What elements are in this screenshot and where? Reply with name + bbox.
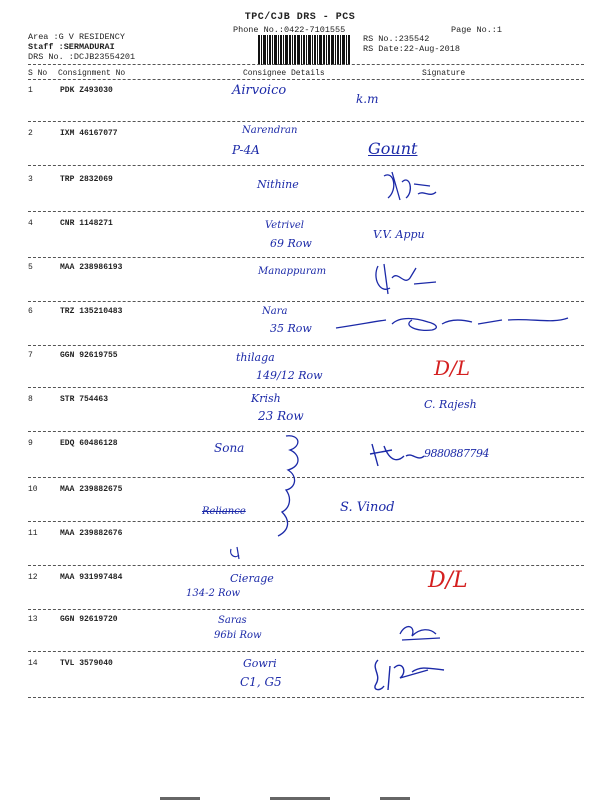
- consignment-no: IXM 46167077: [60, 129, 118, 138]
- signature-scribble: [396, 618, 446, 648]
- signature: C. Rajesh: [424, 398, 477, 411]
- handwritten-consignee: Saras: [218, 615, 247, 626]
- row-divider: [28, 121, 584, 122]
- col-sno: S No: [28, 69, 48, 78]
- handwritten-consignee: P-4A: [232, 143, 260, 157]
- consignment-no: GGN 92619755: [60, 351, 118, 360]
- run-sheet-info: [363, 34, 460, 54]
- handwritten-consignee: 35 Row: [270, 322, 312, 335]
- col-signature: Signature: [422, 69, 466, 78]
- signature: Gount: [368, 139, 418, 158]
- handwritten-consignee: Sona: [214, 441, 245, 455]
- drs-number: DRS No. :DCJB23554201: [28, 52, 136, 62]
- row-sno: 5: [28, 263, 33, 272]
- row-sno: 6: [28, 307, 33, 316]
- signature-scribble: [370, 260, 440, 300]
- signature-scribble: [380, 168, 440, 208]
- area-line: Area :G V RESIDENCY: [28, 32, 125, 42]
- consignment-no: MAA 239882676: [60, 529, 123, 538]
- handwritten-consignee: Nara: [262, 306, 288, 317]
- consignment-no: STR 754463: [60, 395, 109, 404]
- row-divider: [28, 301, 584, 302]
- signature: k.m: [356, 92, 379, 106]
- row-divider: [28, 387, 584, 388]
- handwritten-consignee: 96bi Row: [214, 630, 262, 641]
- row-sno: 10: [28, 485, 38, 494]
- col-consignee: Consignee Details: [243, 69, 325, 78]
- handwritten-consignee: Nithine: [257, 178, 299, 191]
- signature-dl: D/L: [434, 356, 471, 380]
- handwritten-consignee: 23 Row: [258, 409, 304, 423]
- page-number: Page No.:1: [451, 25, 503, 35]
- row-sno: 14: [28, 659, 38, 668]
- row-sno: 11: [28, 529, 38, 538]
- handwritten-consignee: Airvoico: [232, 83, 287, 98]
- handwritten-consignee: Manappuram: [258, 266, 327, 277]
- page-edge-marks: [0, 796, 600, 800]
- consignment-no: TRZ 135210483: [60, 307, 123, 316]
- row-sno: 8: [28, 395, 33, 404]
- bracket-mark: [272, 432, 312, 542]
- row-divider: [28, 257, 584, 258]
- row-sno: 12: [28, 573, 38, 582]
- row-divider: [28, 211, 584, 212]
- handwritten-consignee: 69 Row: [270, 237, 312, 250]
- consignment-no: PDK Z493030: [60, 86, 113, 95]
- barcode: [258, 35, 350, 65]
- rs-number: RS No.:235542: [363, 34, 430, 44]
- document-title: TPC/CJB DRS - PCS: [244, 12, 356, 23]
- row-divider: [28, 565, 584, 566]
- row-sno: 7: [28, 351, 33, 360]
- row-divider: [28, 345, 584, 346]
- consignment-no: MAA 239882675: [60, 485, 123, 494]
- consignment-no: GGN 92619720: [60, 615, 118, 624]
- consignment-no: MAA 931997484: [60, 573, 123, 582]
- row-sno: 13: [28, 615, 38, 624]
- row-sno: 9: [28, 439, 33, 448]
- row-sno: 3: [28, 175, 33, 184]
- consignment-no: CNR 1148271: [60, 219, 113, 228]
- signature-dl: D/L: [428, 568, 468, 593]
- row-divider: [28, 165, 584, 166]
- row-divider: [28, 697, 584, 698]
- row-divider: [28, 609, 584, 610]
- rs-date: RS Date:22-Aug-2018: [363, 44, 460, 54]
- handwritten-consignee: Cierage: [230, 572, 274, 585]
- signature-scribble: [332, 308, 572, 338]
- handwritten-consignee: Gowri: [243, 657, 277, 670]
- row-sno: 4: [28, 219, 33, 228]
- signature-phone: 9880887794: [424, 447, 489, 460]
- row-divider: [28, 651, 584, 652]
- consignment-no: EDQ 60486128: [60, 439, 118, 448]
- staff-line: Staff :SERMADURAI: [28, 42, 115, 52]
- phone-number: Phone No.:0422-7101555: [233, 25, 346, 35]
- handwritten-consignee: 149/12 Row: [256, 369, 323, 382]
- consignment-no: MAA 238986193: [60, 263, 123, 272]
- handwritten-consignee: thilaga: [236, 351, 275, 364]
- consignment-no: TVL 3579040: [60, 659, 113, 668]
- row-sno: 2: [28, 129, 33, 138]
- consignment-no: TRP 2832069: [60, 175, 113, 184]
- header-rule-top: [28, 64, 584, 65]
- handwritten-consignee: Narendran: [242, 125, 298, 136]
- header-rule-bottom: [28, 79, 584, 80]
- delivery-info: [28, 32, 135, 62]
- row-sno: 1: [28, 86, 33, 95]
- handwritten-consignee: Krish: [251, 392, 281, 405]
- signature-scribble: [225, 545, 245, 565]
- handwritten-consignee: Vetrivel: [265, 220, 304, 231]
- handwritten-consignee: C1, G5: [240, 675, 282, 689]
- signature: V.V. Appu: [373, 228, 425, 241]
- handwritten-consignee: Reliance: [202, 506, 246, 517]
- handwritten-consignee: 134-2 Row: [186, 588, 241, 599]
- signature-scribble: [368, 656, 458, 696]
- col-consignment: Consignment No: [58, 69, 126, 78]
- signature-scribble: [368, 440, 428, 470]
- signature: S. Vinod: [340, 500, 395, 515]
